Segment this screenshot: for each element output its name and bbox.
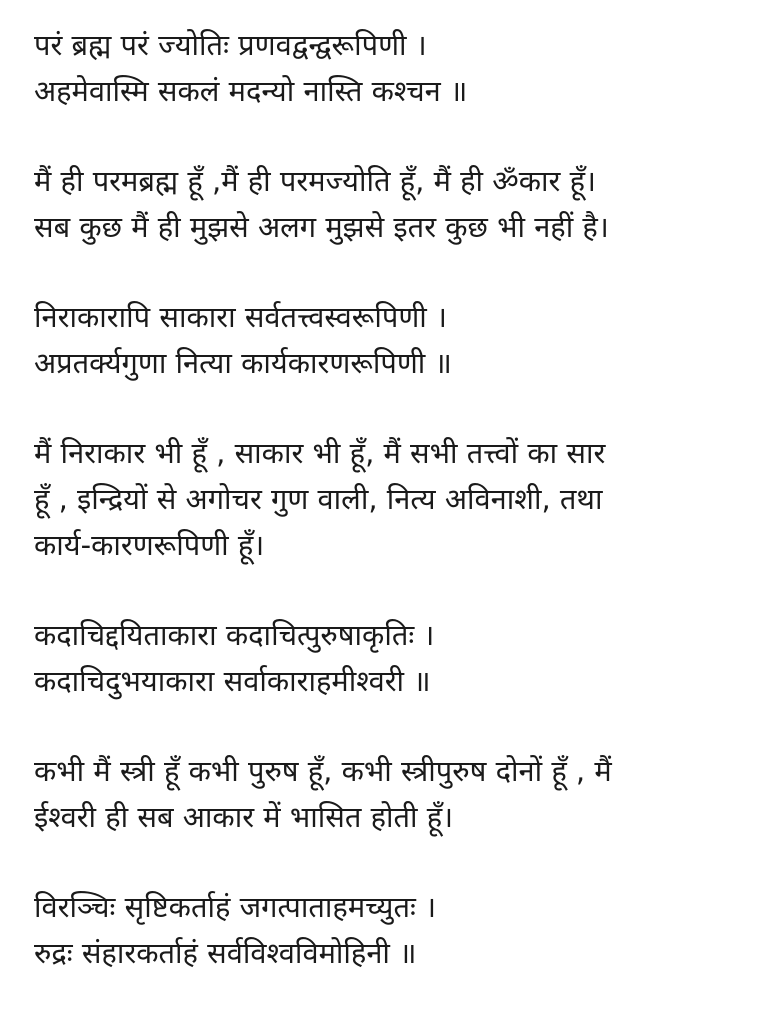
- text-line: कदाचिदुभयाकारा सर्वाकाराहमीश्वरी ॥: [34, 664, 431, 698]
- verse-2-sanskrit: [34, 294, 734, 386]
- text-line: परं ब्रह्म परं ज्योतिः प्रणवद्वन्द्वरूपिणी ।: [34, 28, 427, 62]
- text-line: हूँ , इन्द्रियों से अगोचर गुण वाली, नित्य अविनाशी, तथा: [34, 482, 603, 516]
- text-line: ईश्वरी ही सब आकार में भासित होती हूँ।: [34, 800, 454, 834]
- verse-1-translation: [34, 158, 734, 250]
- text-line: मैं ही परमब्रह्म हूँ ,मैं ही परमज्योति हूँ, मैं ही ॐकार हूँ।: [34, 164, 596, 198]
- text-line: रुद्रः संहारकर्ताहं सर्वविश्वविमोहिनी ॥: [34, 936, 417, 970]
- text-line: कार्य-कारणरूपिणी हूँ।: [34, 528, 265, 562]
- verse-3-sanskrit: [34, 612, 734, 704]
- text-line: मैं निराकार भी हूँ , साकार भी हूँ, मैं सभी तत्त्वों का सार: [34, 436, 606, 470]
- verse-3-translation: [34, 748, 734, 840]
- text-line: विरञ्चिः सृष्टिकर्ताहं जगत्पाताहमच्युतः ।: [34, 890, 437, 924]
- text-line: अहमेवास्मि सकलं मदन्यो नास्ति कश्चन ॥: [34, 74, 468, 108]
- text-line: कभी मैं स्त्री हूँ कभी पुरुष हूँ, कभी स्त्रीपुरुष दोनों हूँ , मैं: [34, 754, 612, 788]
- text-line: सब कुछ मैं ही मुझसे अलग मुझसे इतर कुछ भी नहीं है।: [34, 210, 609, 244]
- text-line: कदाचिद्दयिताकारा कदाचित्पुरुषाकृतिः ।: [34, 618, 435, 652]
- verse-2-translation: [34, 430, 734, 568]
- text-line: अप्रतर्क्यगुणा नित्या कार्यकारणरूपिणी ॥: [34, 346, 452, 380]
- verse-4-sanskrit: [34, 884, 734, 976]
- text-line: निराकारापि साकारा सर्वतत्त्वस्वरूपिणी ।: [34, 300, 448, 334]
- verse-1-sanskrit: [34, 22, 734, 114]
